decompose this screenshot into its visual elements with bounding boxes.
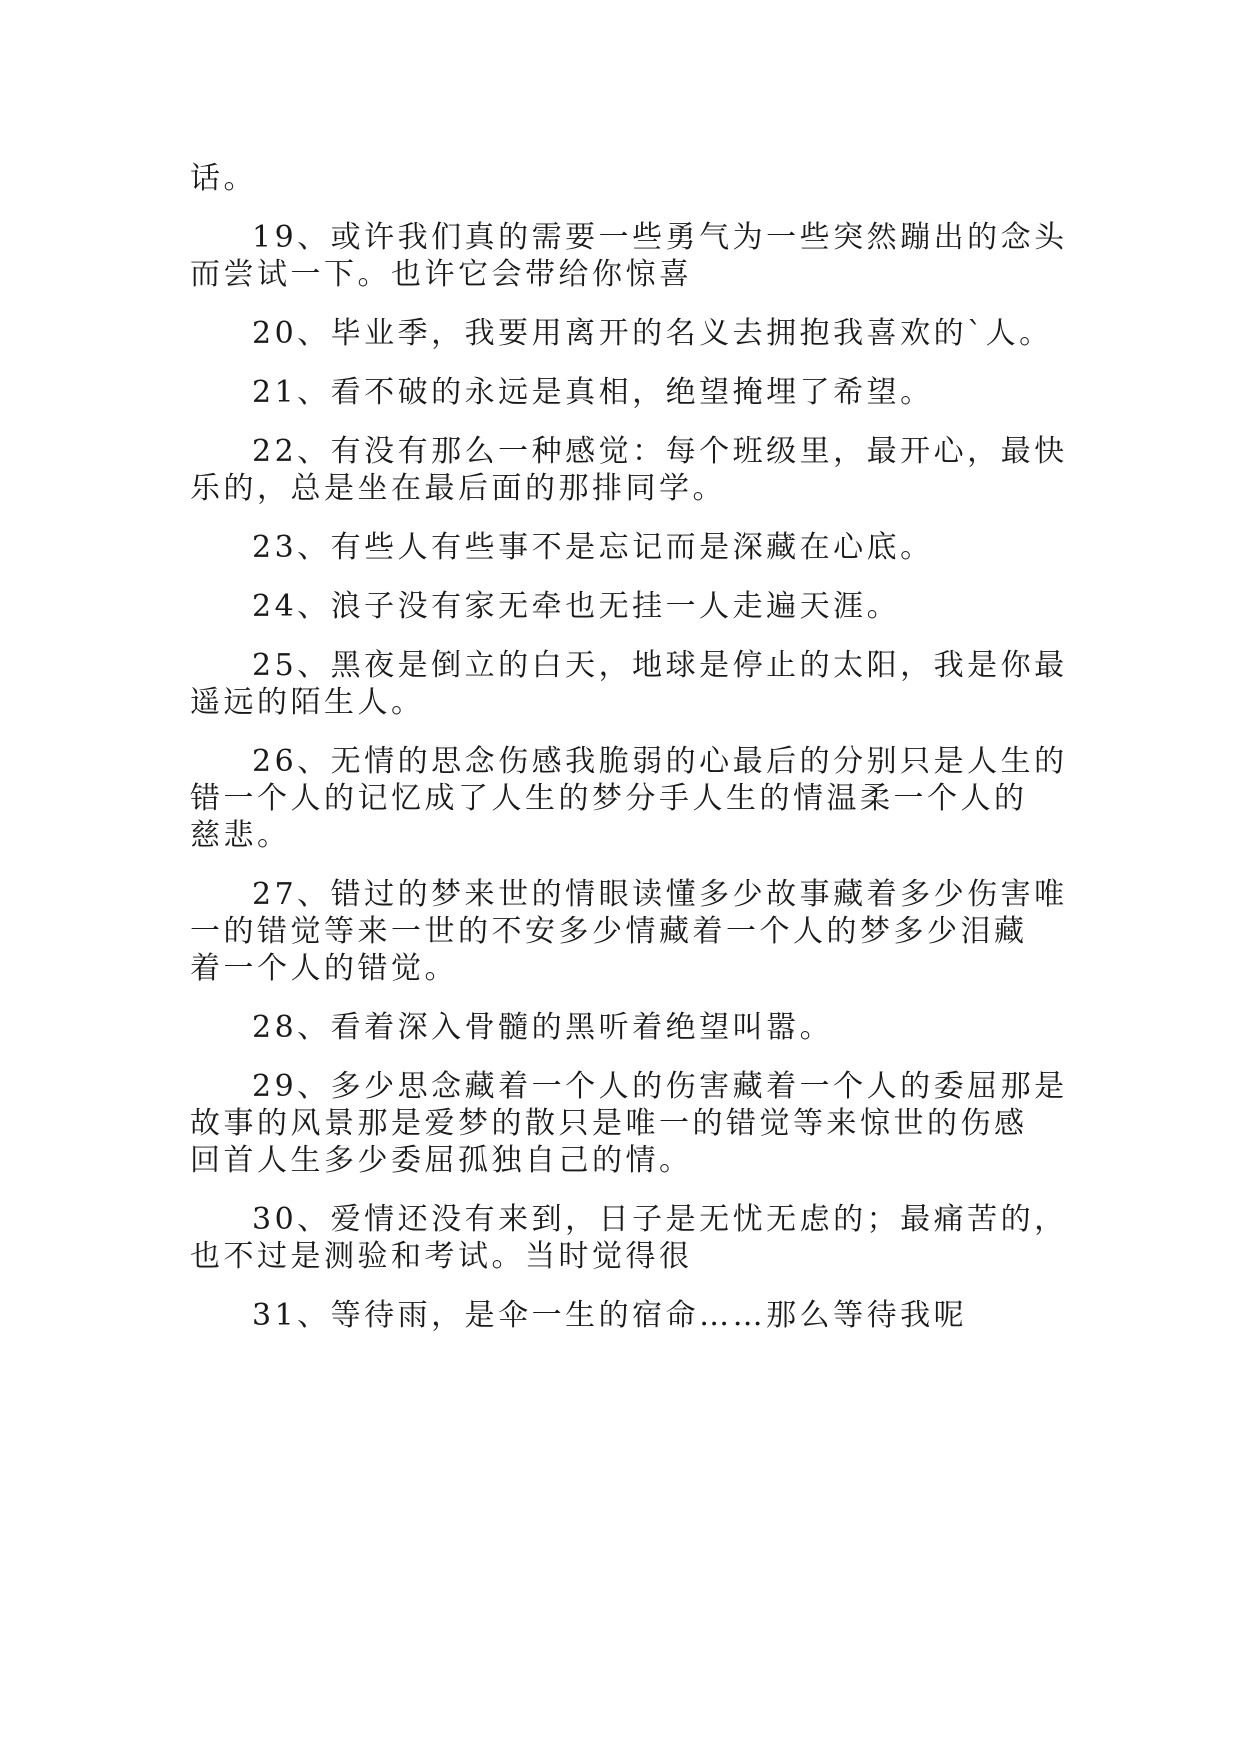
paragraph-19 (190, 219, 1068, 293)
text-line: 27、错过的梦来世的情眼读懂多少故事藏着多少伤害唯 (252, 877, 1068, 912)
paragraph-23 (190, 529, 1050, 566)
text-line: 30、爱情还没有来到，日子是无忧无虑的；最痛苦的， (252, 1202, 1068, 1237)
text-line: 31、等待雨，是伞一生的宿命……那么等待我呢 (252, 1298, 968, 1333)
text-line: 故事的风景那是爱梦的散只是唯一的错觉等来惊世的伤感 (190, 1106, 1028, 1141)
text-line: 24、浪子没有家无牵也无挂一人走遍天涯。 (252, 589, 901, 624)
paragraph-20 (190, 315, 1053, 352)
text-line: 也不过是测验和考试。当时觉得很 (190, 1239, 693, 1274)
text-line: 29、多少思念藏着一个人的伤害藏着一个人的委屈那是 (252, 1069, 1068, 1104)
text-line: 26、无情的思念伤感我脆弱的心最后的分别只是人生的 (252, 744, 1068, 779)
text-line: 乐的，总是坐在最后面的那排同学。 (190, 471, 726, 506)
paragraph-24 (190, 588, 1050, 625)
text-line: 28、看着深入骨髓的黑听着绝望叫嚣。 (252, 1010, 834, 1045)
paragraph-28 (190, 1009, 1050, 1046)
paragraph-continuation (190, 160, 1050, 197)
document-page (190, 160, 1068, 1356)
text-line: 着一个人的错觉。 (190, 951, 458, 986)
paragraph-25 (190, 647, 1068, 721)
text-line: 回首人生多少委屈孤独自己的情。 (190, 1143, 693, 1178)
paragraph-21 (190, 374, 1050, 411)
paragraph-26 (190, 743, 1068, 854)
paragraph-29 (190, 1068, 1068, 1179)
text-line: 20、毕业季，我要用离开的名义去拥抱我喜欢的`人。 (252, 316, 1053, 351)
text-line: 一的错觉等来一世的不安多少情藏着一个人的梦多少泪藏 (190, 914, 1028, 949)
text-line: 慈悲。 (190, 818, 291, 853)
text-line: 19、或许我们真的需要一些勇气为一些突然蹦出的念头 (252, 220, 1068, 255)
paragraph-22 (190, 433, 1068, 507)
text-line: 23、有些人有些事不是忘记而是深藏在心底。 (252, 530, 934, 565)
text-line: 话。 (190, 161, 257, 196)
paragraph-31 (190, 1297, 1050, 1334)
text-line: 而尝试一下。也许它会带给你惊喜 (190, 257, 693, 292)
paragraph-27 (190, 876, 1068, 987)
text-line: 21、看不破的永远是真相，绝望掩埋了希望。 (252, 375, 934, 410)
text-line: 25、黑夜是倒立的白天，地球是停止的太阳，我是你最 (252, 648, 1068, 683)
text-line: 错一个人的记忆成了人生的梦分手人生的情温柔一个人的 (190, 781, 1028, 816)
text-line: 遥远的陌生人。 (190, 685, 425, 720)
text-line: 22、有没有那么一种感觉：每个班级里，最开心，最快 (252, 434, 1068, 469)
paragraph-30 (190, 1201, 1068, 1275)
